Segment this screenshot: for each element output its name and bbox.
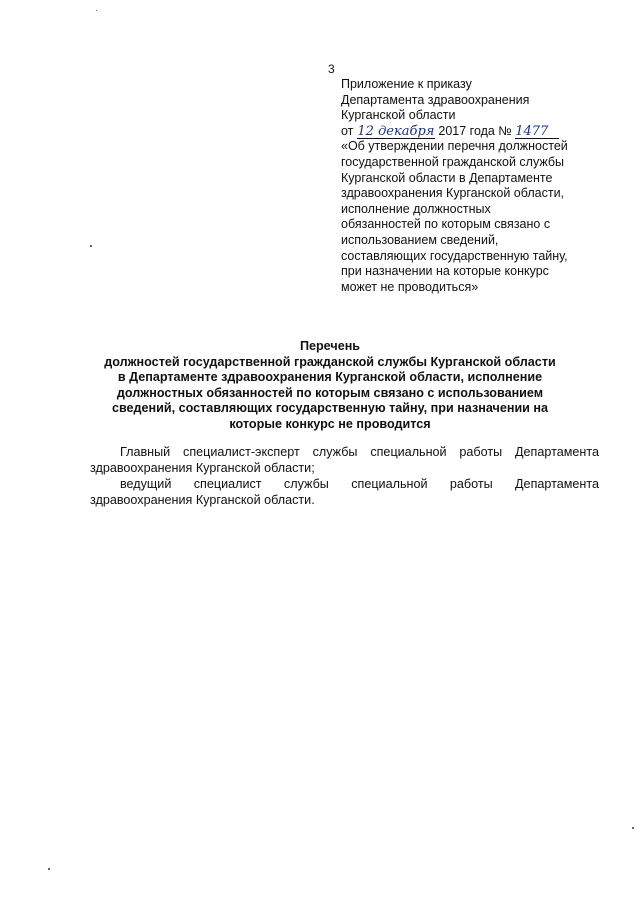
list-item: Главный специалист-эксперт службы специальной работы Департамента здравоохранения Курганской области; [90, 445, 599, 475]
position-list [90, 444, 599, 508]
scan-speck [90, 245, 92, 247]
subject-line-6: обязанностей по которым связано с [341, 217, 551, 232]
appendix-line-3: Курганской области [341, 108, 456, 123]
handwritten-order-number: 1477 [515, 125, 559, 139]
year-text: 2017 года № [438, 123, 512, 138]
subject-line-5: исполнение должностных [341, 201, 491, 216]
document-title [70, 339, 590, 433]
list-item: ведущий специалист службы специальной работы Департамента здравоохранения Курганской области. [90, 477, 599, 507]
date-prefix: от [341, 123, 354, 138]
subject-line-4: здравоохранения Курганской области, [341, 186, 565, 201]
handwritten-date: 12 декабря [357, 123, 435, 139]
subject-line-3: Курганской области в Департаменте [341, 170, 553, 185]
subject-line-10: может не проводиться» [341, 279, 479, 294]
title-line-5: которые конкурс не проводится [229, 416, 431, 431]
subject-line-2: государственной гражданской службы [341, 154, 564, 169]
title-heading: Перечень [299, 339, 361, 353]
appendix-line-1: Приложение к приказу [341, 77, 472, 91]
order-date-line [341, 124, 611, 140]
appendix-header [341, 77, 611, 295]
subject-line-1: «Об утверждении перечня должностей [341, 139, 568, 154]
title-line-4: сведений, составляющих государственную тайну, при назначении на [111, 401, 549, 416]
page-number: 3 [328, 62, 335, 76]
subject-line-8: составляющих государственную тайну, [341, 248, 568, 263]
subject-line-9: при назначении на которые конкурс [341, 264, 549, 279]
scan-speck [96, 10, 97, 11]
appendix-line-2: Департамента здравоохранения [341, 92, 530, 107]
scan-speck [632, 827, 634, 829]
scan-speck [48, 868, 50, 870]
title-line-2: в Департаменте здравоохранения Курганской области, исполнение [117, 370, 543, 385]
title-line-3: должностных обязанностей по которым связано с использованием [116, 385, 544, 400]
title-line-1: должностей государственной гражданской службы Курганской области [104, 354, 556, 369]
subject-line-7: использованием сведений, [341, 232, 499, 247]
